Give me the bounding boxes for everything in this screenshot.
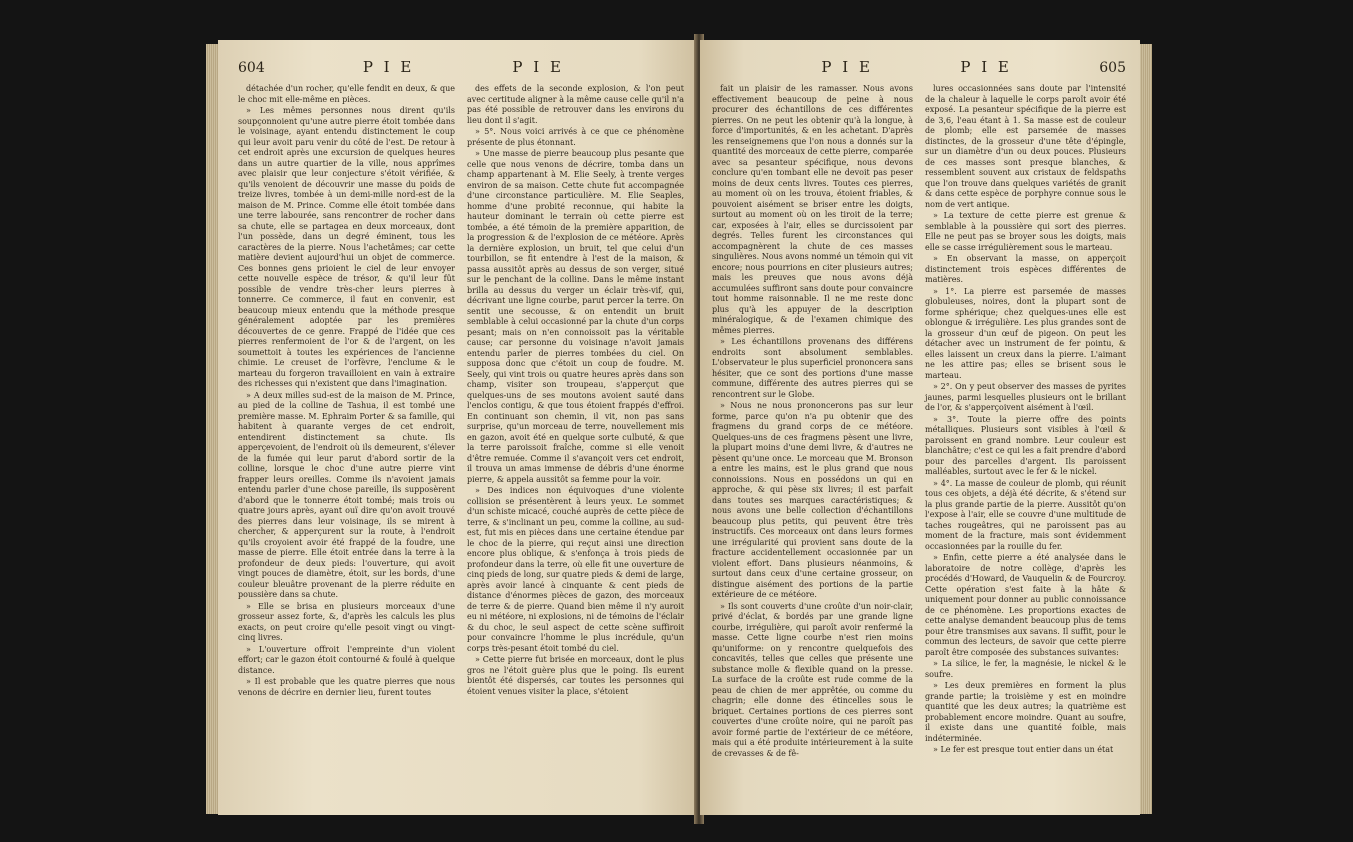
running-head-right: P I E	[960, 58, 1012, 76]
right-page-column-2	[925, 84, 1126, 760]
left-page-column-2	[467, 84, 684, 699]
paragraph: » 5°. Nous voici arrivés à ce que ce phénomène présente de plus étonnant.	[467, 127, 684, 147]
paragraph: » Les deux premières en forment la plus grande partie; la troisième y est en moindre quantité que les deux autres; la quatrième est probablement encore moindre. Quant au soufre, il existe dans une quantité foible, mais indéterminée.	[925, 681, 1126, 743]
paragraph: » 4°. La masse de couleur de plomb, qui réunit tous ces objets, a déjà été décrite, & s'étend sur la plus grande partie de la pierre. Aussitôt qu'on l'expose à l'air, elle se couvre d'une multitude de taches rougeâtres, qui ne paroissent pas au moment de la fracture, mais sont évidemment occasionnées par la rouille du fer.	[925, 478, 1126, 551]
paragraph: » L'ouverture offroit l'empreinte d'un violent effort; car le gazon étoit contourné & foulé à quelque distance.	[238, 644, 455, 675]
paragraph: » La silice, le fer, la magnésie, le nickel & le soufre.	[925, 659, 1126, 679]
right-running-head	[712, 58, 1126, 80]
paragraph: » Les échantillons provenans des différens endroits sont absolument semblables. L'observateur le plus superficiel prononcera sans hésiter, que ce sont des portions d'une masse commune, différente des autres pierres qui se rencontrent sur le Globe.	[712, 337, 913, 399]
paragraph: » 2°. On y peut observer des masses de pyrites jaunes, parmi lesquelles plusieurs ont le brillant de l'or, & s'apperçoivent aisément à l'œil.	[925, 382, 1126, 412]
left-page-column-1	[238, 84, 455, 699]
paragraph: » Il est probable que les quatre pierres que nous venons de décrire en dernier lieu, furent toutes	[238, 677, 455, 697]
paragraph: » A deux milles sud-est de la maison de M. Prince, au pied de la colline de Tashua, il est tombé une première masse. M. Ephraim Porter & sa famille, qui habitent à quarante verges de cet endroit, entendirent distinctement sa chute. Ils apperçevoient, de l'endroit où ils demeurent, s'élever de la fumée qui leur parut d'abord sortir de la colline, lorsque le choc d'une autre pierre vint frapper leurs oreilles. Comme ils n'avoient jamais entendu parler d'une chose pareille, ils supposèrent d'abord que le tonnerre étoit tombé; mais trois ou quatre jours après, ayant ouï dire qu'on avoit trouvé des pierres dans leur voisinage, ils se mirent à chercher, & apperçurent sur la route, à l'endroit qu'ils croyoient avoir été frappé de la foudre, une masse de pierre. Elle étoit entrée dans la terre à la profondeur de deux pieds: l'ouverture, qui avoit vingt pouces de diamètre, étoit, sur les bords, d'une couleur bleuâtre provenant de la pierre réduite en poussière dans sa chute.	[238, 390, 456, 599]
paragraph: » Ils sont couverts d'une croûte d'un noir-clair, privé d'éclat, & bordés par une grande ligne courbe, irrégulière, qui paroît avoir renfermé la masse. Cette ligne courbe n'est rien moins qu'uniforme: on y rencontre quelquefois des concavités, telles que celles que présente une substance molle & flexible quand on la presse. La surface de la croûte est rude comme de la peau de chien de mer apprêtée, ou comme du chagrin; elle donne des étincelles sous le briquet. Certaines portions de ces pierres sont couvertes d'une croûte noire, qui ne paroît pas avoir formé partie de l'extérieur de ce météore, mais qui a été produite intérieurement à la suite de crevasses & de fê-	[712, 601, 913, 758]
paragraph: des effets de la seconde explosion, & l'on peut avec certitude aligner à la même cause celle qu'il n'a pas été possible de retrouver dans les environs du lieu dont il s'agit.	[467, 84, 684, 125]
paragraph: » Elle se brisa en plusieurs morceaux d'une grosseur assez forte, &, d'après les calculs les plus exacts, on peut croire qu'elle pesoit vingt ou vingt-cinq livres.	[238, 601, 455, 642]
paragraph: » Cette pierre fut brisée en morceaux, dont le plus gros ne l'étoit guère plus que le poing. Ils eurent bientôt été dispersés, car toutes les personnes qui étoient venues visiter la place, s'étoient	[467, 655, 684, 696]
paragraph: » Les mêmes personnes nous dirent qu'ils soupçonnoient qu'une autre pierre étoit tombée dans le voisinage, ayant entendu distinctement le coup qui leur avoit paru venir du côté de l'est. De retour à cet endroit après une excursion de quelques heures dans un autre quartier de la ville, nous apprîmes avec plaisir que leur conjecture s'étoit vérifiée, & qu'ils venoient de découvrir une masse du poids de treize livres, tombée à un demi-mille nord-est de la maison de M. Prince. Comme elle étoit tombée dans une terre labourée, sans rencontrer de rocher dans sa chute, elle se partagea en deux morceaux, dont l'un possède, dans un degré éminent, tous les caractères de la pierre. Nous l'achetâmes; car cette matière devient aujourd'hui un objet de commerce. Ces bonnes gens prioient le ciel de leur envoyer cette nouvelle espèce de trésor, & qu'il leur fût possible de vendre très-cher leurs pierres à tonnerre. Ce commerce, il faut en convenir, est beaucoup mieux entendu que la méthode presque généralement adoptée par les premières découvertes de ce genre. Frappé de l'idée que ces pierres renfermoient de l'or & de l'argent, on les soumettoit à toutes les expériences de l'ancienne chimie. Le creuset de l'orfèvre, l'enclume & le marteau du forgeron travailloient en vain à extraire des richesses qui n'existent que dans l'imagination.	[238, 106, 455, 388]
running-head-left: P I E	[362, 58, 415, 76]
paragraph: fait un plaisir de les ramasser. Nous avons effectivement beaucoup de peine à nous procurer des échantillons de ces différentes pierres. On ne peut les obtenir qu'à la longue, à force d'importunités, & en les achetant. D'après les renseignemens que l'on nous a donnés sur la quantité des morceaux de cette pierre, comparée avec sa pesanteur spécifique, nous devons conclure qu'en tombant elle ne devoit pas peser moins de deux cents livres. Toutes ces pierres, au moment où on les trouva, étoient friables, & pouvoient aisément se briser entre les doigts, surtout au moment où on les tiroit de la terre; car, exposées à l'air, elles se durcissoient par degrés. Telles furent les circonstances qui accompagnèrent la chute de ces masses singulières. Nous avons nommé un témoin qui vit encore; nous pourrions en citer plusieurs autres; mais les preuves que nous avons déjà accumulées suffiront sans doute pour convaincre tout homme raisonnable. Il ne me reste donc plus qu'à les appuyer de la description minéralogique, & de l'examen chimique des mêmes pierres.	[712, 84, 913, 335]
page-number: 604	[238, 60, 265, 76]
paragraph: » En observant la masse, on apperçoit distinctement trois espèces différentes de matières.	[925, 254, 1126, 284]
paragraph: » Le fer est presque tout entier dans un état	[933, 745, 1114, 754]
paragraph: » Une masse de pierre beaucoup plus pesante que celle que nous venons de décrire, tomba dans un champ appartenant à M. Elie Seely, à trente verges environ de sa maison. Cette chute fut accompagnée d'une circonstance particulière. M. Elie Seaples, homme d'une probité reconnue, qui habite la hauteur dominant le terrain où cette pierre est tombée, a été témoin de la première apparition, de la progression & de l'explosion de ce météore. Après la dernière explosion, un bruit, tel que celui d'un tourbillon, se fit entendre à l'est de la maison, & passa aussitôt après au dessus de son verger, situé sur le penchant de la colline. Dans le même instant brilla au dessus du verger un éclair très-vif, qui, décrivant une ligne courbe, parut percer la terre. On sentit une secousse, & on entendit un bruit semblable à celui occasionné par la chute d'un corps pesant; mais on n'en connoissoit pas la véritable cause; car personne du voisinage n'avoit jamais entendu parler de pierres tombées du ciel. On supposa donc que c'étoit un coup de foudre. M. Seely, qui vint trois ou quatre heures après dans son champ, visiter son troupeau, s'apperçut que quelques-uns de ses moutons avoient sauté dans l'enclos contigu, & que tous étoient frappés d'effroi. En continuant son chemin, il vit, non pas sans surprise, qu'un morceau de terre, nouvellement mis en gazon, avoit été en quelque sorte culbuté, & que la terre paroissoit fraîche, comme si elle venoit d'être remuée. Comme il s'avançoit vers cet endroit, il trouva un amas immense de débris d'une énorme pierre, & appela aussitôt sa femme pour la voir.	[467, 149, 684, 484]
paragraph: » Des indices non équivoques d'une violente collision se présentèrent à leurs yeux. Le sommet d'un schiste micacé, couché auprès de cette pièce de terre, & s'inclinant un peu, comme la colline, au sud-est, fut mis en pièces dans une certaine étendue par le choc de la pierre, qui reçut ainsi une direction encore plus oblique, & s'enfonça à trois pieds de profondeur dans la terre, où elle fit une ouverture de cinq pieds de long, sur quatre pieds & demi de large, après avoir lancé à cinquante & cent pieds de distance d'énormes pièces de gazon, des morceaux de terre & de pierre. Quand bien même il n'y auroit eu ni météore, ni explosions, ni de témoins de l'éclair & du choc, le seul aspect de cette scène suffiroit pour convaincre l'homme le plus incrédule, qu'un corps très-pesant étoit tombé du ciel.	[467, 486, 684, 653]
left-running-head	[238, 58, 684, 80]
page-number: 605	[1099, 60, 1126, 76]
paragraph: » 1°. La pierre est parsemée de masses globuleuses, noires, dont la plupart sont de forme sphérique; chez quelques-unes elle est oblongue & irrégulière. Les plus grandes sont de la grosseur d'un œuf de pigeon. On peut les détacher avec un instrument de fer pointu, & elles laissent un creux dans la pierre. L'aimant ne les attire pas; elles se brisent sous le marteau.	[925, 286, 1126, 380]
right-page-column-1	[712, 84, 913, 760]
paragraph: » Enfin, cette pierre a été analysée dans le laboratoire de notre collège, d'après les procédés d'Howard, de Vauquelin & de Fourcroy. Cette opération s'est faite à la hâte & uniquement pour donner au public connoissance de ce phénomène. Les proportions exactes de cette analyse demandent beaucoup plus de tems pour être transmises aux savans. Il suffit, pour le commun des lecteurs, de savoir que cette pierre paroît être composée des substances suivantes:	[925, 553, 1126, 657]
page-edges-right	[1138, 44, 1152, 814]
running-head-left: P I E	[821, 58, 873, 76]
paragraph: détachée d'un rocher, qu'elle fendit en deux, & que le choc mit elle-même en pièces.	[238, 84, 455, 104]
right-page	[700, 40, 1140, 815]
paragraph: » Nous ne nous prononcerons pas sur leur forme, parce qu'on n'a pu obtenir que des fragmens du grand corps de ce météore. Quelques-uns de ces fragmens pèsent une livre, la plupart moins d'une demi livre, & d'autres ne pèsent qu'une once. Le morceau que M. Bronson a entre les mains, est le plus grand que nous connoissions. Nous en possédons un qui en approche, & qui pèse six livres; il est parfait dans toutes ses marques caractéristiques; & nous avons une belle collection d'échantillons beaucoup plus petits, qui peuvent être très instructifs. Ces morceaux ont dans leurs formes une irrégularité qui provient sans doute de la fracture accidentellement occasionnée par un violent effort. Dans plusieurs néanmoins, & surtout dans ceux d'une certaine grosseur, on distingue aisément des portions de la partie extérieure de ce météore.	[712, 401, 913, 599]
paragraph: lures occasionnées sans doute par l'intensité de la chaleur à laquelle le corps paroît avoir été exposé. La pesanteur spécifique de la pierre est de 3,6, l'eau étant à 1. Sa masse est de couleur de plomb; elle est parsemée de masses distinctes, de la grosseur d'une tête d'épingle, sur un diamètre d'un ou deux pouces. Plusieurs de ces masses sont presque blanches, & ressemblent souvent aux cristaux de feldspaths que l'on trouve dans quelques variétés de granit & dans cette espèce de porphyre connue sous le nom de vert antique.	[925, 84, 1126, 209]
paragraph: » La texture de cette pierre est grenue & semblable à la poussière qui sort des pierres. Elle ne peut pas se broyer sous les doigts, mais elle se casse irrégulièrement sous le marteau.	[925, 211, 1126, 252]
paragraph: » 3°. Toute la pierre offre des points métalliques. Plusieurs sont visibles à l'œil & paroissent en grand nombre. Leur couleur est blanchâtre; c'est ce qui les a fait prendre d'abord pour des parcelles d'argent. Ils paroissent malléables, surtout avec le fer & le nickel.	[925, 414, 1126, 476]
running-head-right: P I E	[512, 58, 564, 76]
left-page	[218, 40, 696, 815]
